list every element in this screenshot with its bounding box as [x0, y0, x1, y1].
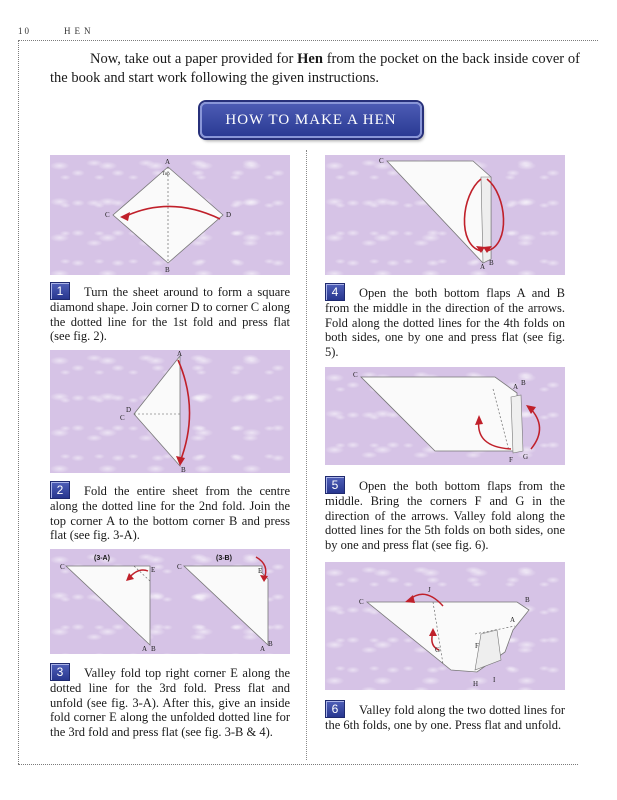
fig3a-label-a: A: [142, 645, 148, 653]
fig2-label-a: A: [177, 350, 183, 358]
bottom-rule: [18, 764, 578, 765]
fig3-sublabel-a: (3-A): [94, 555, 110, 562]
fig6-label-c: C: [359, 598, 364, 606]
figure-1-diagram: [50, 155, 290, 275]
step-5-text: 5 Open the both bottom flaps from the middle. Bring the corners F and G in the direction of the arrows. Valley fold along the dotted lines for the 5th folds on both sides, one by one and press flat (see fig. 6).: [325, 478, 565, 552]
figure-4-diagram: [325, 155, 565, 275]
step-2-text: 2 Fold the entire sheet from the centre along the dotted line for the 2nd fold. Join the top corner A to the bottom corner B and press flat (see fig. 3-A).: [50, 483, 290, 542]
fig6-label-h: H: [473, 680, 479, 688]
fig3b-label-c: C: [177, 563, 182, 571]
figure-1: [50, 155, 290, 275]
fig3a-label-c: C: [60, 563, 65, 571]
figure-5: [325, 367, 565, 465]
fig5-label-g: G: [523, 453, 529, 461]
running-title: HEN: [64, 26, 95, 36]
intro-bold-word: Hen: [297, 51, 323, 67]
step-badge: 1: [50, 282, 70, 300]
fig6-label-j: J: [428, 586, 431, 594]
fig4-label-a: A: [480, 263, 486, 271]
fig1-label-top: Top: [162, 172, 170, 177]
title-banner: [200, 102, 422, 138]
column-divider: [306, 150, 307, 760]
figure-3-diagram: [50, 549, 290, 654]
page-header: [18, 26, 598, 41]
figure-6-diagram: [325, 562, 565, 690]
step-badge: 2: [50, 481, 70, 499]
fig3b-label-b: B: [268, 640, 273, 648]
fig1-label-d: D: [226, 211, 232, 219]
step-1-text: 1 Turn the sheet around to form a square diamond shape. Join corner D to corner C along the dotted line for the 1st fold and press flat (see fig. 2).: [50, 284, 290, 343]
fig6-label-f: F: [475, 642, 479, 650]
fig3b-label-e: E: [258, 567, 263, 575]
fig5-label-b: B: [521, 379, 526, 387]
left-margin-rule: [18, 40, 19, 764]
fig6-label-a: A: [510, 616, 516, 624]
step-badge: 3: [50, 663, 70, 681]
fig3a-label-b: B: [151, 645, 156, 653]
fig3a-label-e: E: [151, 566, 156, 574]
fig5-label-c: C: [353, 371, 358, 379]
fig3-sublabel-b: (3-B): [216, 555, 232, 562]
step-6-text: 6 Valley fold along the two dotted lines for the 6th folds, one by one. Press flat and unfold.: [325, 702, 565, 732]
fig1-label-b: B: [165, 266, 170, 274]
fig2-label-d: D: [126, 406, 132, 414]
fig4-label-b: B: [489, 259, 494, 267]
figure-5-diagram: [325, 367, 565, 465]
fig5-label-f: F: [509, 456, 513, 464]
page-title: HOW TO MAKE A HEN: [225, 111, 397, 128]
step-3-text: 3 Valley fold top right corner E along the dotted line for the 3rd fold. Press flat and unfold (see fig. 3-A). After this, give an inside fold corner E along the unfolded dotted line for the 3rd fold and press flat (see fig. 3-B & 4).: [50, 665, 290, 739]
intro-paragraph: Now, take out a paper provided for Hen from the pocket on the back inside cover of the book and start work following the given instructions.: [50, 51, 580, 86]
fig1-label-c: C: [105, 211, 110, 219]
fig2-label-b: B: [181, 466, 186, 473]
figure-6: [325, 562, 565, 690]
figure-4: [325, 155, 565, 275]
fig1-label-a: A: [165, 158, 171, 166]
fig6-label-b: B: [525, 596, 530, 604]
figure-2-diagram: [50, 350, 290, 473]
page-number: 10: [18, 26, 31, 36]
fig6-label-i: I: [493, 676, 496, 684]
figure-2: [50, 350, 290, 473]
figure-3: [50, 549, 290, 654]
step-4-text: 4 Open the both bottom flaps A and B from the middle in the direction of the arrows. Fold along the dotted lines for the 4th folds on both sides, one by one and press flat (see fig. 5).: [325, 285, 565, 359]
step-badge: 4: [325, 283, 345, 301]
fig3b-label-a: A: [260, 645, 266, 653]
fig4-label-c: C: [379, 157, 384, 165]
fig6-label-g: G: [435, 646, 441, 654]
step-badge: 5: [325, 476, 345, 494]
step-badge: 6: [325, 700, 345, 718]
fig5-label-a: A: [513, 383, 519, 391]
fig2-label-c: C: [120, 414, 125, 422]
